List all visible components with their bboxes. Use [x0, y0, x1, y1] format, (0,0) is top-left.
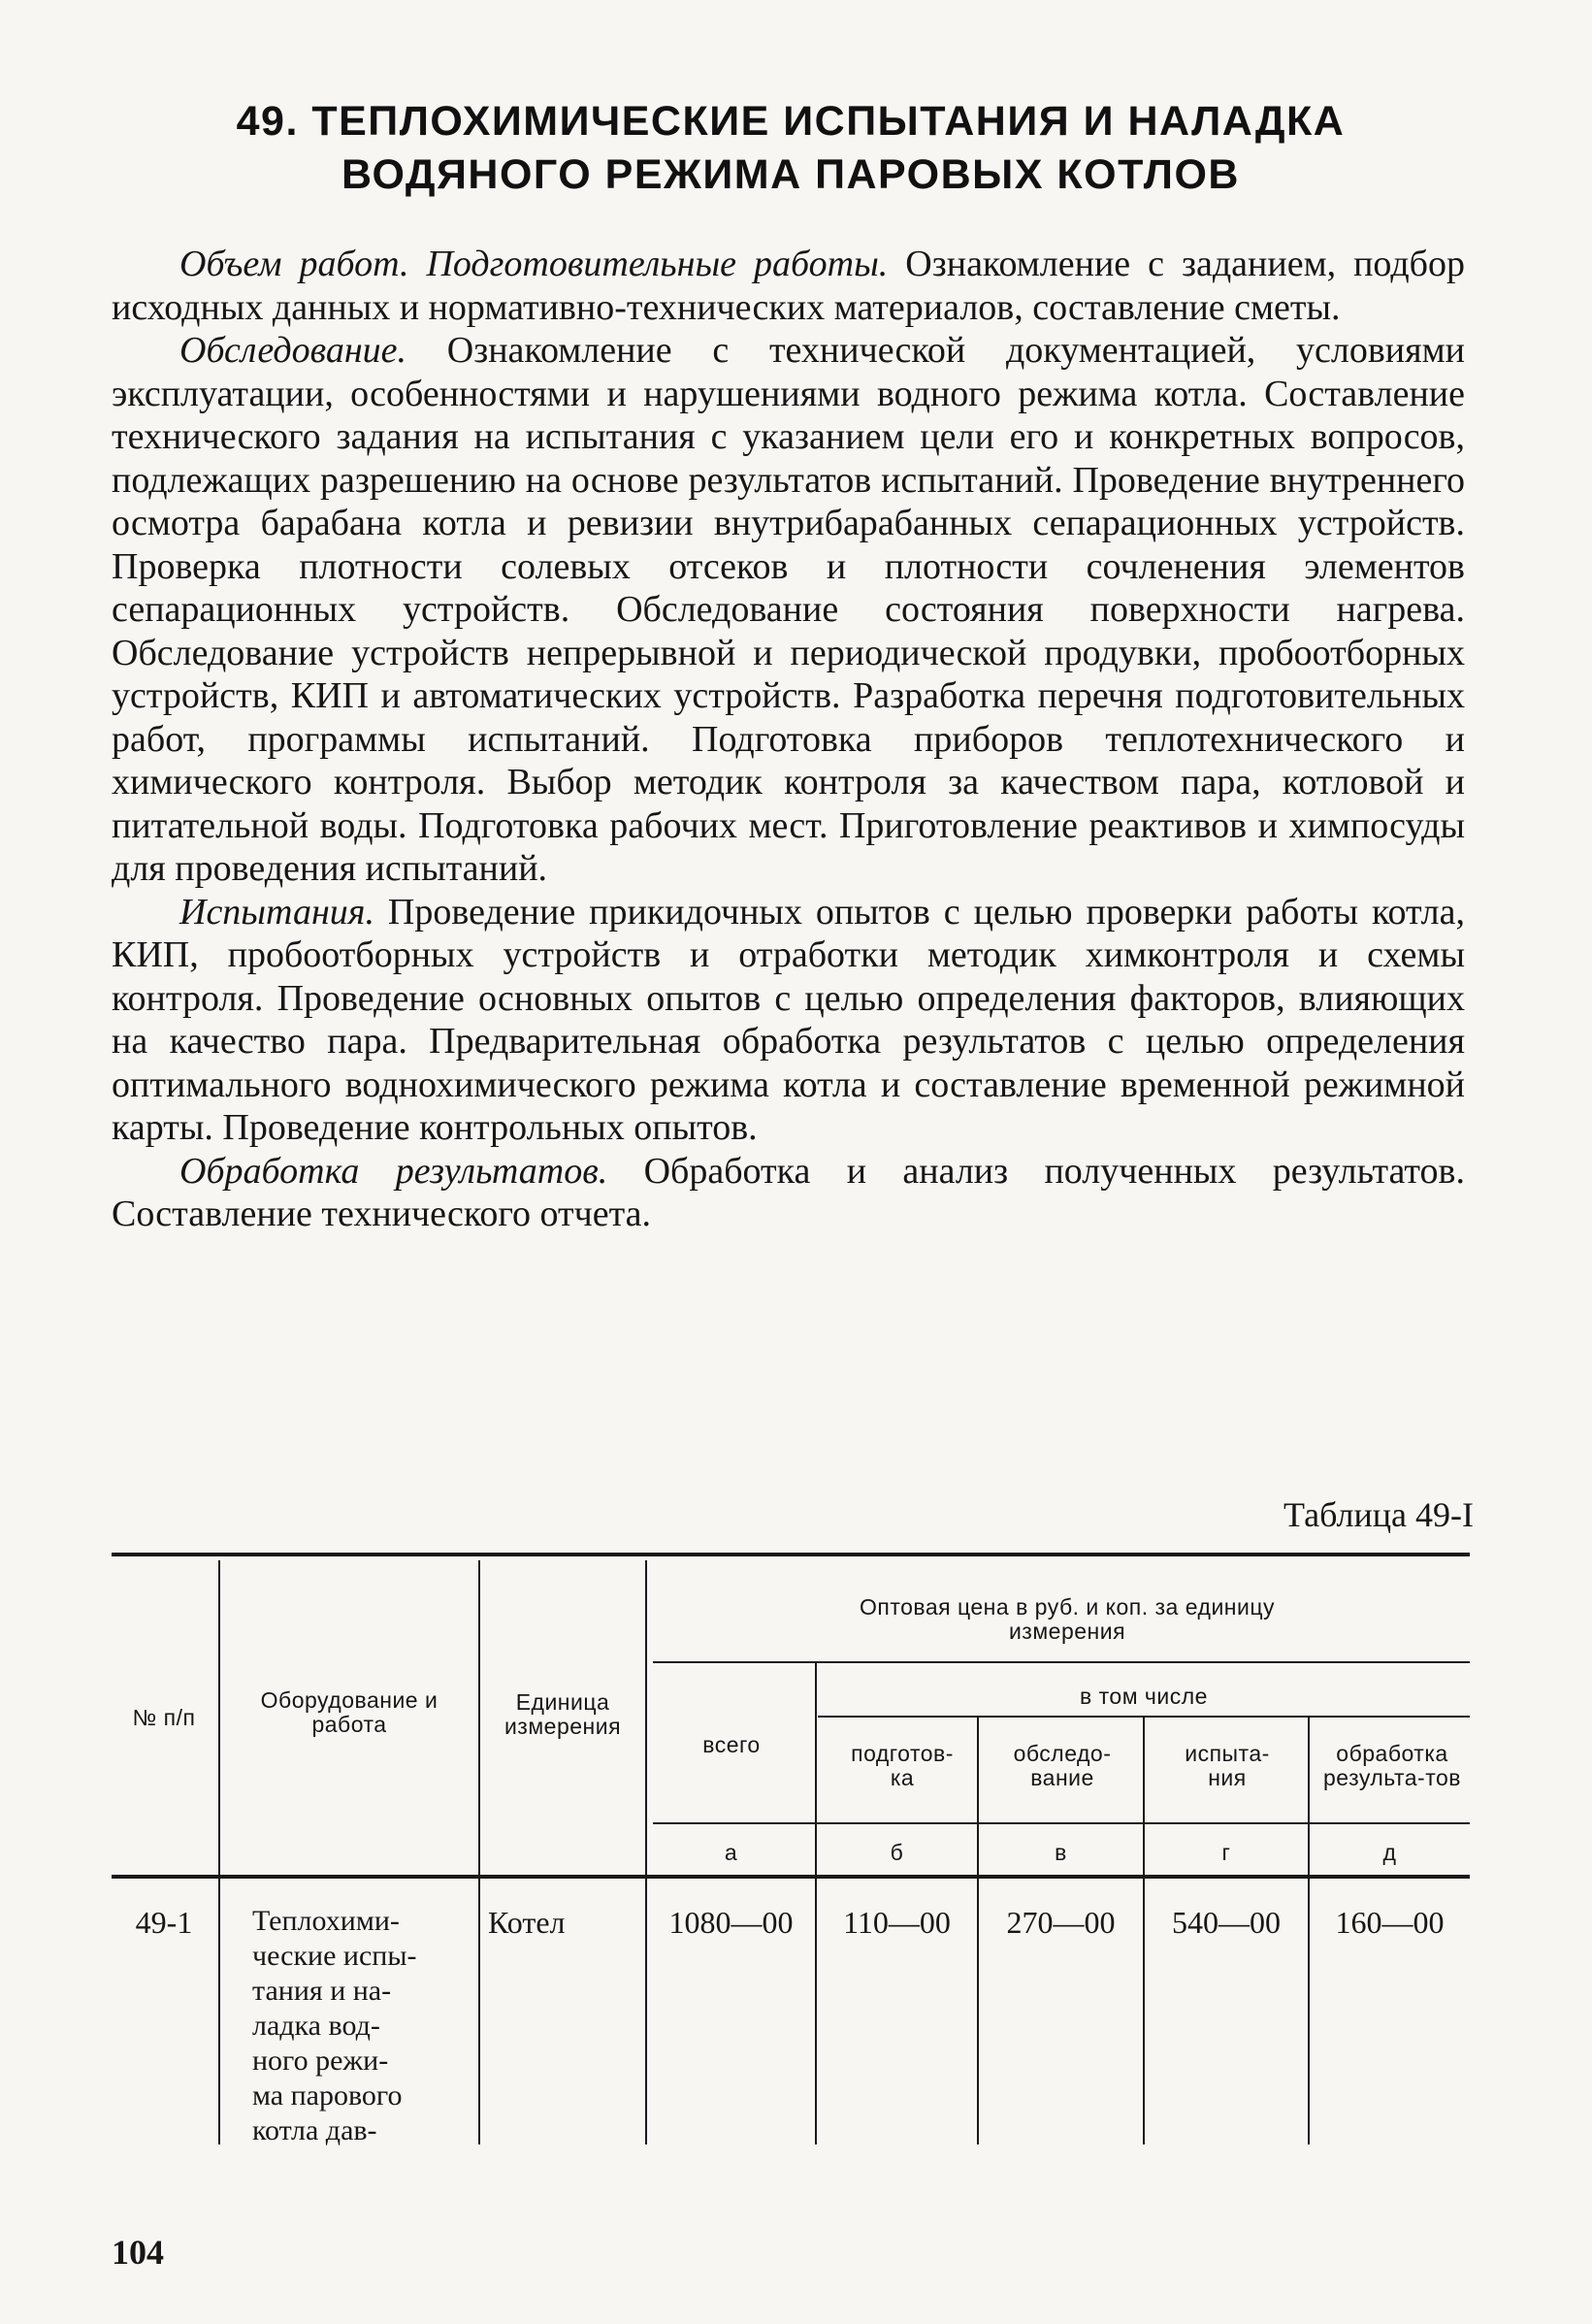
row-prep: 110—00: [843, 1905, 951, 1940]
table-col-rule: [478, 1560, 480, 2144]
header-price-group: Оптовая цена в руб. и коп. за единицу измерения: [859, 1594, 1276, 1644]
paragraph-tests: [112, 891, 1465, 1150]
heading-line-2: ВОДЯНОГО РЕЖИМА ПАРОВЫХ КОТЛОВ: [341, 151, 1240, 198]
paragraph-text: Проведение прикидочных опытов с целью проверки работы котла, КИП, пробоотборных устройств и отработки методик химконтроля и схемы контроля. Проведение основных опытов с целью определения факторов, влияющих на качество пара. Предварительная обработка результатов с целью определения оптимального воднохимического режима котла и составление временной режимной карты. Проведение контрольных опытов.: [112, 891, 1465, 1148]
body-text: [112, 243, 1465, 1236]
header-prep: подготов-ка: [851, 1741, 954, 1790]
equipment-line: котла дав-: [252, 2114, 377, 2146]
paragraph-text: Ознакомление с заданием, подбор исходных данных и нормативно-технических материалов, составление сметы.: [112, 244, 1465, 328]
paragraph-lead: Обследование.: [179, 330, 407, 371]
table-rule: [653, 1822, 1470, 1824]
row-equipment: [252, 1904, 475, 2148]
header-survey: обследо-вание: [1013, 1741, 1112, 1790]
header-unit: Единица измерения: [504, 1689, 622, 1739]
col-letter: а: [724, 1840, 738, 1865]
paragraph-lead: Объем работ. Подготовительные работы.: [179, 244, 889, 284]
col-letter: д: [1382, 1840, 1397, 1865]
col-letter: в: [1055, 1840, 1067, 1865]
equipment-line: ладка вод-: [252, 2010, 380, 2042]
table-top-rule: [112, 1553, 1470, 1556]
row-survey: 270—00: [1006, 1905, 1116, 1940]
section-heading: [112, 95, 1470, 202]
col-letter: г: [1221, 1840, 1231, 1865]
paragraph-scope: [112, 243, 1465, 329]
paragraph-survey: [112, 329, 1465, 891]
heading-line-1: 49. ТЕПЛОХИМИЧЕСКИЕ ИСПЫТАНИЯ И НАЛАДКА: [236, 98, 1346, 145]
table-rule: [653, 1661, 1470, 1663]
paragraph-lead: Испытания.: [179, 891, 374, 933]
equipment-line: ческие испы-: [252, 1940, 417, 1972]
page-number: 104: [112, 2233, 164, 2272]
col-letter: б: [890, 1840, 904, 1865]
row-num: 49-1: [135, 1905, 193, 1940]
header-including: в том числе: [1080, 1684, 1208, 1709]
row-unit: Котел: [488, 1905, 566, 1940]
table-col-rule: [218, 1560, 220, 2144]
row-tests: 540—00: [1172, 1905, 1281, 1940]
row-processing: 160—00: [1335, 1905, 1445, 1940]
table-header-rule: [112, 1875, 1470, 1879]
equipment-line: ного режи-: [252, 2045, 389, 2077]
table-caption: Таблица 49-I: [1283, 1495, 1474, 1534]
header-tests: испыта-ния: [1185, 1741, 1270, 1790]
header-num: № п/п: [132, 1705, 196, 1730]
paragraph-text: Обработка и анализ полученных результатов. Составление технического отчета.: [112, 1150, 1465, 1234]
equipment-line: ма парового: [252, 2079, 403, 2111]
header-equipment: Оборудование и работа: [260, 1687, 439, 1737]
header-total: всего: [702, 1732, 761, 1757]
paragraph-processing: [112, 1150, 1465, 1236]
header-processing: обработка результа-тов: [1323, 1741, 1461, 1790]
price-table: [112, 1553, 1470, 2144]
paragraph-text: Ознакомление с технической документацией, условиями эксплуатации, особенностями и нарушениями водного режима котла. Составление технического задания на испытания с указанием цели его и конкретных вопросов, подлежащих разрешению на основе результатов испытаний. Проведение внутреннего осмотра барабана котла и ревизии внутрибарабанных сепарационных устройств. Проверка плотности солевых отсеков и плотности сочленения элементов сепарационных устройств. Обследование состояния поверхности нагрева. Обследование устройств непрерывной и периодической продувки, пробоотборных устройств, КИП и автоматических устройств. Разработка перечня подготовительных работ, программы испытаний. Подготовка приборов теплотехнического и химического контроля. Выбор методик контроля за качеством пара, котловой и питательной воды. Подготовка рабочих мест. Приготовление реактивов и химпосуды для проведения испытаний.: [112, 330, 1465, 889]
paragraph-lead: Обработка результатов.: [179, 1150, 608, 1192]
equipment-line: тания и на-: [252, 1975, 392, 2007]
equipment-line: Теплохими-: [252, 1905, 400, 1937]
row-total: 1080—00: [668, 1905, 794, 1940]
